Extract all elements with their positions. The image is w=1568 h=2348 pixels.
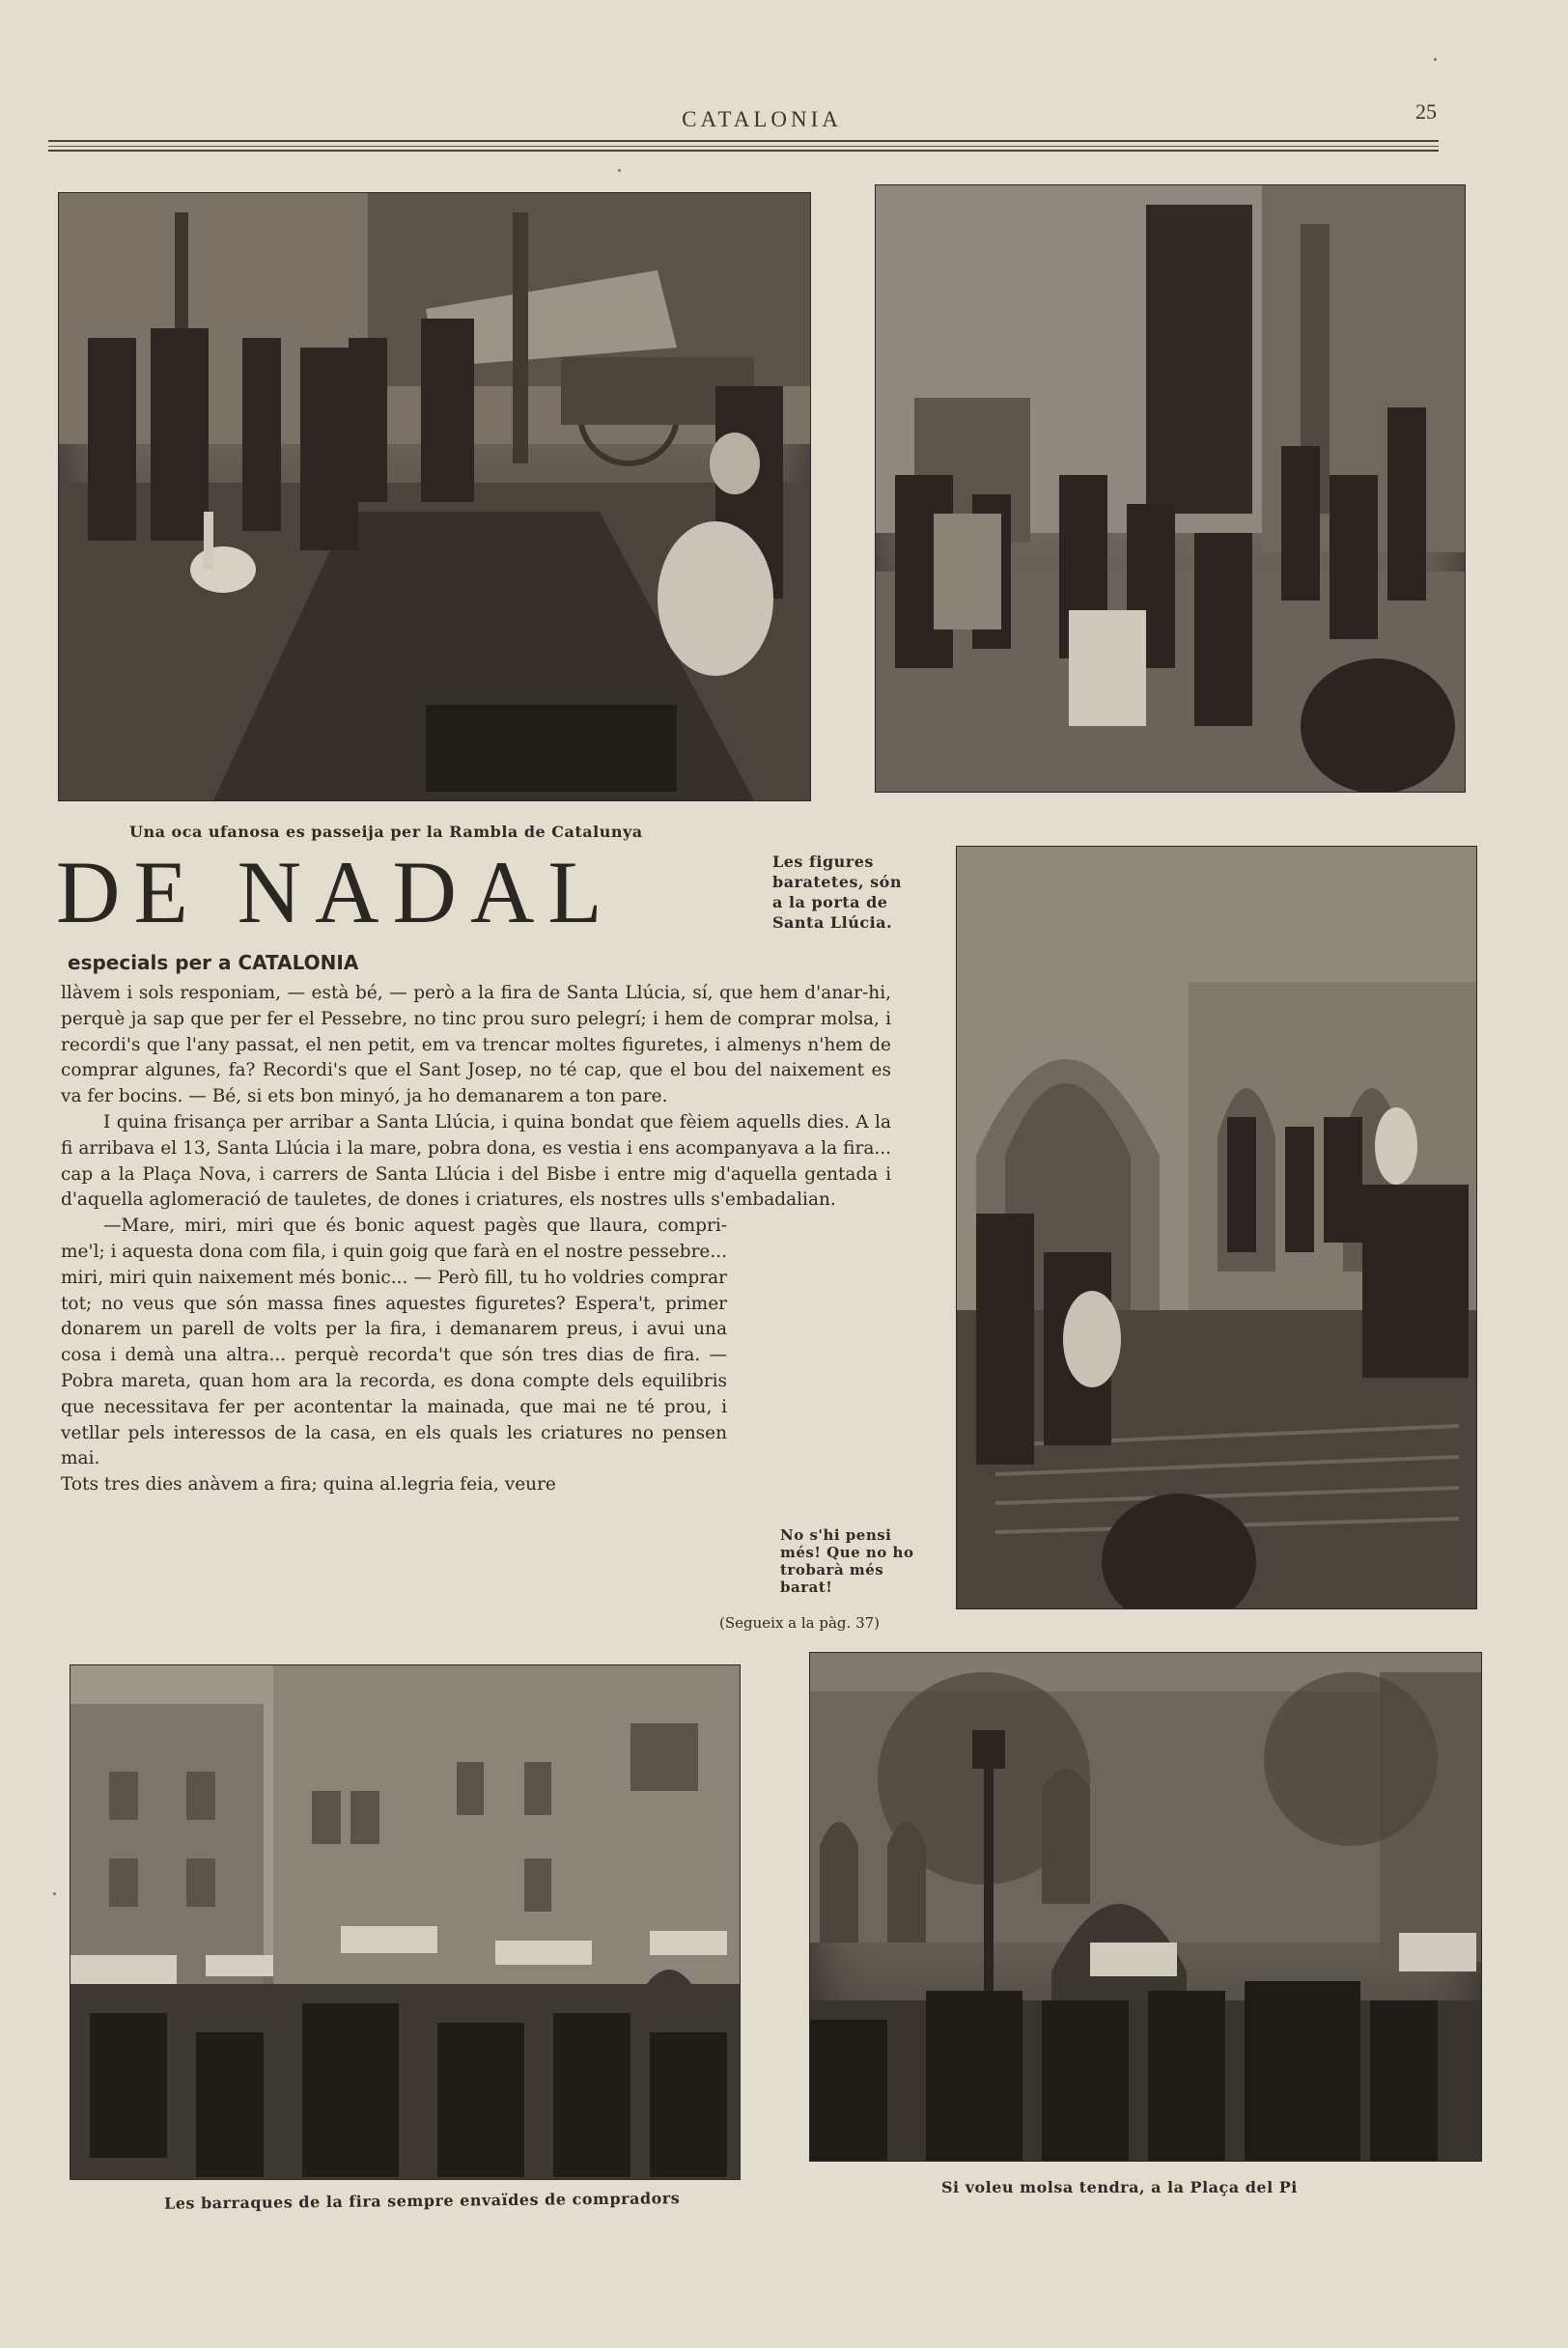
photo-rambla-goose-scene	[59, 193, 810, 800]
paper-speck	[618, 169, 621, 172]
photo-santa-llucia-door-scene	[876, 185, 1465, 792]
running-header-title: CATALONIA	[682, 107, 842, 131]
photo-placa-del-pi-scene	[810, 1653, 1481, 2161]
photo-cathedral-steps-scene	[957, 847, 1476, 1608]
caption-photo-1: Una oca ufanosa es passeija per la Rambla de Catalunya	[129, 823, 643, 841]
photo-fair-stalls-scene	[70, 1665, 740, 2179]
photo-fair-stalls	[70, 1664, 741, 2180]
article-title: DE NADAL	[56, 843, 616, 941]
article-paragraph: I quina frisança per arribar a Santa Llúcia, i quina bondat que fèiem aquells dies. A la fi arribava el 13, Santa Llúcia i la mare, pobra dona, es vestia i ens acompanyava a la fira... cap a la Plaça Nova, i carrers de Santa Llúcia i del Bisbe i entre mig d'aquella gentada i d'aquella aglomeració de tauletes, de dones i criatures, els nostres ulls s'embadalian.	[61, 1111, 891, 1211]
caption-photo-5: Si voleu molsa tendra, a la Plaça del Pi	[941, 2178, 1298, 2196]
paper-speck	[53, 1892, 56, 1895]
photo-rambla-goose	[58, 192, 811, 801]
article-subtitle: especials per a CATALONIA	[68, 951, 359, 974]
page-number: 25	[1415, 99, 1437, 124]
caption-photo-2: Les figures baratetes, són a la porta de Santa Llúcia.	[772, 853, 902, 932]
photo-placa-del-pi	[809, 1652, 1482, 2162]
header-rule	[48, 150, 1439, 152]
header-rule	[48, 140, 1439, 142]
header-rule	[48, 146, 1439, 147]
article-paragraph: —Mare, miri, miri que és bonic aquest pagès que llaura, compri-me'l; i aquesta dona com fila, i quin goig que farà en el nostre pessebre... miri, miri quin naixement més bonic... — Però fill, tu ho voldries comprar tot; no veus que són massa fines aquestes figuretes? Espera't, primer donarem un parell de volts per la fira, i demanarem preus, i avui una cosa i demà una altra... perquè recorda't que són tres dias de fira. — Pobra mareta, quan hom ara la recorda, es dona compte dels equilibris que necessitava fer per acontentar la mainada, que mai ne té prou, i vetllar pels interessos de la casa, en els quals les criatures no pensen mai.	[61, 1216, 728, 1469]
continuation-note: (Segueix a la pàg. 37)	[719, 1614, 881, 1632]
photo-cathedral-steps	[956, 846, 1477, 1609]
article-paragraph: Tots tres dies anàvem a fira; quina al.legria feia, veure	[61, 1474, 556, 1495]
caption-photo-4: Les barraques de la fira sempre envaïdes de compradors	[163, 2189, 681, 2213]
paper-speck	[1434, 58, 1437, 61]
caption-photo-3: No s'hi pensi més! Que no ho trobarà més barat!	[780, 1526, 914, 1596]
photo-santa-llucia-door	[875, 184, 1466, 793]
article-paragraph: llàvem i sols responiam, — està bé, — però a la fira de Santa Llúcia, sí, que hem d'anar-hi, perquè ja sap que per fer el Pessebre, no tinc prou suro pelegrí; i hem de comprar molsa, i recordi's que l'any passat, el nen petit, em va trencar moltes figuretes, i almenys n'hem de comprar algunes, fa? Recordi's que el Sant Josep, no té cap, que el bou del naixement es va fer bocins. — Bé, si ets bon minyó, ja ho demanarem a ton pare.	[61, 983, 891, 1107]
article-body	[61, 981, 891, 1498]
